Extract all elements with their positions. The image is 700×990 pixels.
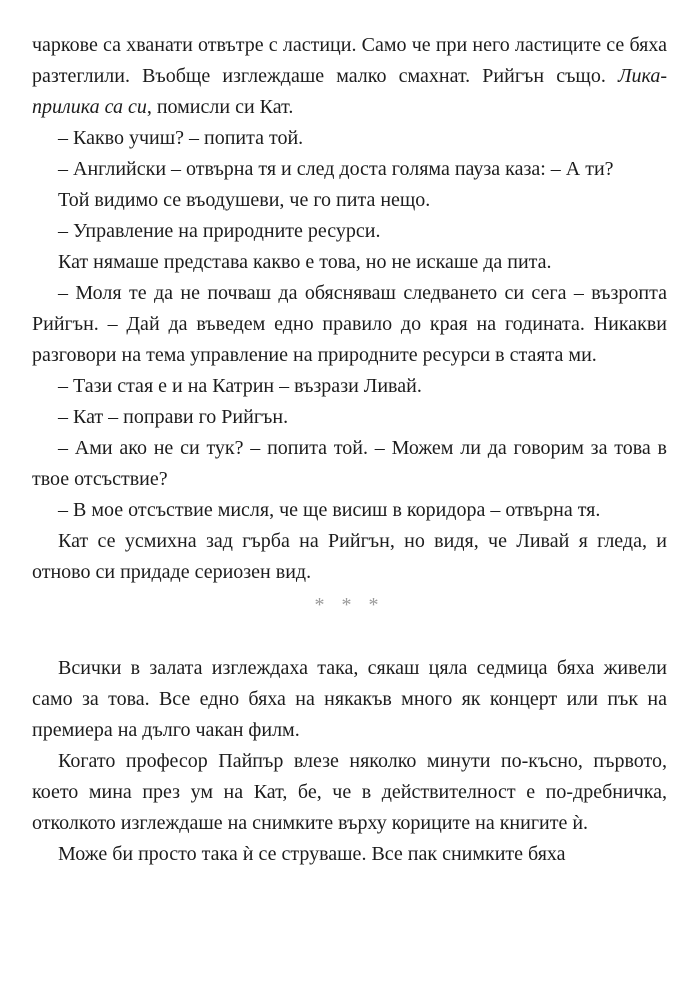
paragraph: Когато професор Пайпър влезе няколко минути по-късно, първото, което мина през ум на Кат, бе, че в действителност е по-дребничка, отколкото изглеждаше на снимките върху кориците на книгите ѝ. (32, 750, 667, 834)
paragraph: Всички в залата изглеждаха така, сякаш цяла седмица бяха живели само за това. Все едно бяха на някакъв много як концерт или пък на премиера на дълго чакан филм. (32, 657, 667, 741)
section-break: * * * (314, 594, 385, 616)
paragraph: – Моля те да не почваш да обясняваш следването си сега – възропта Рийгън. – Дай да въведем едно правило до края на годината. Никакви разговори на тема управление на природните ресурси в стаята ми. (32, 282, 667, 366)
paragraph: – Ами ако не си тук? – попита той. – Можем ли да говорим за това в твое отсъствие? (32, 437, 667, 490)
paragraph: Кат нямаше представа какво е това, но не искаше да пита. (58, 251, 552, 273)
paragraph: Той видимо се въодушеви, че го пита нещо. (58, 189, 431, 211)
paragraph: – Тази стая е и на Катрин – възрази Ливай. (58, 375, 422, 397)
paragraph: – Какво учиш? – попита той. (58, 127, 304, 149)
italic-phrase: Лика-прилика са си (32, 65, 667, 118)
paragraph: – Кат – поправи го Рийгън. (58, 406, 289, 428)
paragraph: – Управление на природните ресурси. (58, 220, 381, 242)
paragraph-text: чаркове са хванати отвътре с ластици. Само че при него ластиците се бяха разтеглили. Въобще изглеждаше малко смахнат. Рийгън също. (32, 34, 667, 87)
paragraph: Кат се усмихна зад гърба на Рийгън, но видя, че Ливай я гледа, и отново си придаде сериозен вид. (32, 530, 667, 583)
paragraph: Може би просто така ѝ се струваше. Все пак снимките бяха (58, 843, 566, 865)
section-gap (32, 621, 667, 653)
paragraph-continuation (32, 30, 667, 123)
paragraph: – Английски – отвърна тя и след доста голяма пауза каза: – А ти? (58, 158, 614, 180)
paragraph: – В мое отсъствие мисля, че ще висиш в коридора – отвърна тя. (58, 499, 601, 521)
paragraph-text: , помисли си Кат. (146, 96, 294, 118)
